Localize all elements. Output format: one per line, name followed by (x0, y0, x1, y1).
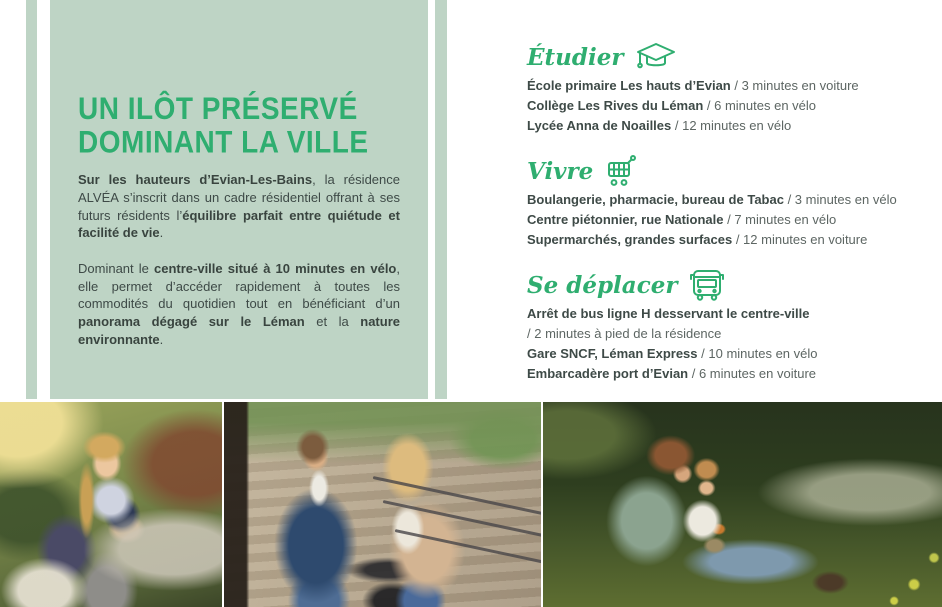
intro-paragraph-2: Dominant le centre-ville situé à 10 minutes en vélo, elle permet d’accéder rapidement à toutes les commodités du quotidien tout en bénéficiant d’un panorama dégagé sur le Léman et la nature environnante. (78, 261, 400, 347)
section-heading-etudier: Étudier (527, 43, 624, 71)
list-item: Gare SNCF, Léman Express / 10 minutes en vélo (527, 346, 818, 361)
photo-father-and-son-in-grass (543, 402, 942, 607)
graduation-cap-icon (635, 41, 677, 74)
section-se-deplacer (527, 268, 897, 384)
section-vivre (527, 154, 897, 250)
se-deplacer-list (527, 304, 897, 384)
list-item: Collège Les Rives du Léman / 6 minutes en vélo (527, 98, 817, 113)
section-vivre-header (527, 154, 897, 188)
page-title (78, 92, 400, 158)
section-se-deplacer-header (527, 268, 897, 302)
stair-railing-shape (373, 476, 541, 517)
stair-railing-shape (395, 529, 541, 566)
photo-couple-with-bicycle-by-stairs (224, 402, 541, 607)
section-etudier-header (527, 40, 897, 74)
list-item: Lycée Anna de Noailles / 12 minutes en vélo (527, 118, 792, 133)
list-item: École primaire Les hauts d’Evian / 3 minutes en voiture (527, 78, 859, 93)
intro-paragraph-1: Sur les hauteurs d’Evian-Les-Bains, la résidence ALVÉA s’inscrit dans un cadre résidentiel offrant à ses futurs résidents l’équilibre parfait entre quiétude et facilité de vie. (78, 172, 400, 241)
section-heading-se-deplacer: Se déplacer (527, 271, 678, 299)
etudier-list (527, 76, 897, 136)
photo-strip (0, 402, 942, 607)
photo-schoolgirl-with-backpack (0, 402, 222, 607)
page-title-line1: UN ILÔT PRÉSERVÉ (78, 90, 358, 126)
list-item: Embarcadère port d’Evian / 6 minutes en voiture (527, 366, 817, 381)
list-item-line2: / 2 minutes à pied de la résidence (527, 326, 722, 341)
amenities-column (527, 40, 897, 402)
vivre-list (527, 190, 897, 250)
list-item: Arrêt de bus ligne H desservant le centre-ville / 2 minutes à pied de la résidence (527, 304, 897, 344)
shopping-cart-icon (605, 154, 639, 188)
intro-panel (50, 0, 428, 399)
list-item: Supermarchés, grandes surfaces / 12 minutes en voiture (527, 232, 868, 247)
page-title-line2: DOMINANT LA VILLE (78, 124, 369, 159)
decorative-stripe-left (26, 0, 37, 399)
section-heading-vivre: Vivre (527, 157, 594, 185)
list-item: Centre piétonnier, rue Nationale / 7 minutes en vélo (527, 212, 837, 227)
decorative-stripe-right (435, 0, 447, 399)
section-etudier (527, 40, 897, 136)
bus-icon (689, 268, 725, 302)
list-item: Boulangerie, pharmacie, bureau de Tabac / 3 minutes en vélo (527, 192, 897, 207)
